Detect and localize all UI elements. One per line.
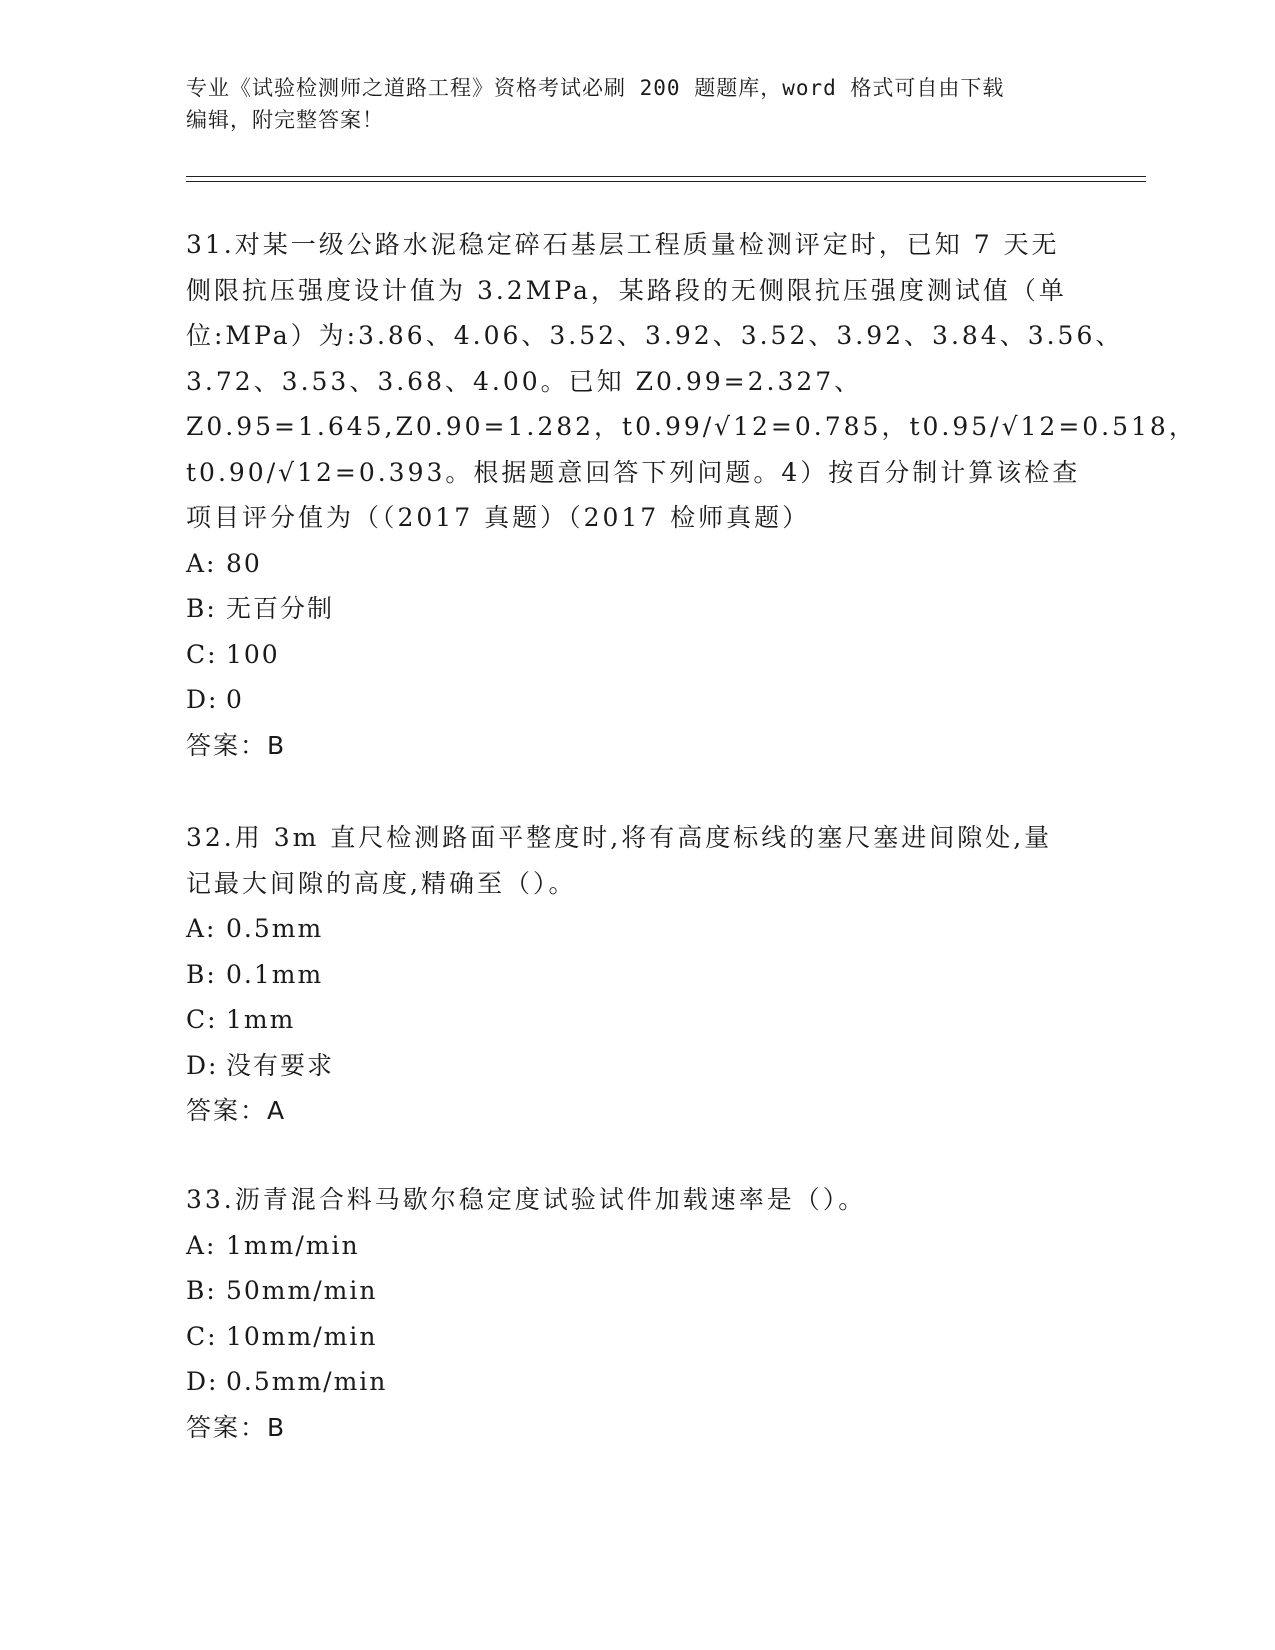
stem-line: 32.用 3m 直尺检测路面平整度时,将有高度标线的塞尺塞进间隙处,量 [186,823,1053,852]
question-stem [186,222,1197,541]
header-line-2: 编辑，附完整答案！ [186,108,384,132]
answer: 答案：A [186,1096,287,1125]
stem-line: Z0.95=1.645,Z0.90=1.282，t0.99/√12=0.785，t0.95/√12=0.518， [186,412,1197,441]
question-31 [186,222,1197,768]
option-a: A: 1mm/min [186,1230,360,1260]
option-d: D: 0.5mm/min [186,1367,388,1396]
stem-line: 33.沥青混合料马歇尔稳定度试验试件加载速率是（）。 [186,1185,867,1214]
option-a: A: 0.5mm [186,914,324,943]
stem-line: 记最大间隙的高度,精确至（）。 [186,868,577,898]
answer: 答案：B [186,1412,287,1442]
option-d: D: 没有要求 [186,1050,335,1080]
question-32 [186,815,1106,1134]
option-c: C: 10mm/min [186,1321,378,1351]
answer: 答案：B [186,730,287,760]
document-header [186,72,1086,136]
option-b: B: 无百分制 [186,594,335,623]
question-33 [186,1177,1106,1450]
stem-line: t0.90/√12=0.393。根据题意回答下列问题。4）按百分制计算该检查 [186,457,1081,487]
header-line-1: 专业《试验检测师之道路工程》资格考试必刷 200 题题库，word 格式可自由下载 [186,76,1005,100]
option-d: D: 0 [186,685,244,714]
stem-line: 3.72、3.53、3.68、4.00。已知 Z0.99=2.327、 [186,366,863,396]
stem-line: 项目评分值为（（2017 真题）（2017 检师真题） [186,503,811,532]
question-stem [186,1177,1106,1223]
stem-line: 位:MPa）为:3.86、4.06、3.52、3.92、3.52、3.92、3.84、3.56、 [186,321,1124,350]
option-a: A: 80 [186,548,262,578]
question-stem [186,815,1106,906]
option-c: C: 1mm [186,1005,296,1034]
stem-line: 侧限抗压强度设计值为 3.2MPa，某路段的无侧限抗压强度测试值（单 [186,275,1067,305]
header-double-rule [186,176,1146,182]
option-b: B: 0.1mm [186,959,324,989]
option-c: C: 100 [186,639,280,669]
option-b: B: 50mm/min [186,1276,378,1305]
stem-line: 31.对某一级公路水泥稳定碎石基层工程质量检测评定时，已知 7 天无 [186,230,1060,259]
